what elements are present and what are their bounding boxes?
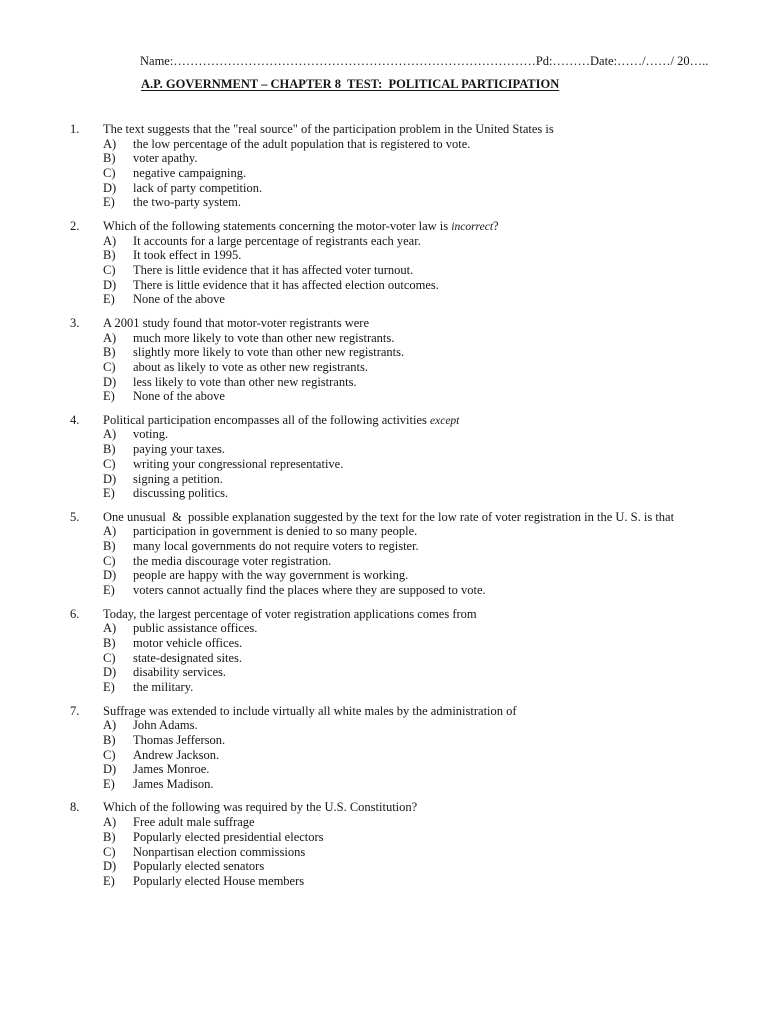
answer-text: John Adams. <box>133 718 198 733</box>
question-stem-text: Which of the following statements concerning the motor-voter law is <box>103 218 452 233</box>
answer-letter: C) <box>103 359 116 374</box>
answer-letter: E) <box>103 873 115 888</box>
answer-choice <box>70 583 750 598</box>
answer-letter: C) <box>103 262 116 277</box>
answer-letter: E) <box>103 486 115 501</box>
answer-letter: E) <box>103 680 115 695</box>
answer-choice <box>70 568 750 583</box>
question-number: 6. <box>70 606 80 621</box>
answer-letter: E) <box>103 292 115 307</box>
answer-text: Andrew Jackson. <box>133 747 220 762</box>
answer-choice <box>70 665 750 680</box>
answer-choice <box>70 389 750 404</box>
answer-letter: A) <box>103 427 117 442</box>
answer-choice <box>70 181 750 196</box>
question-stem-text: The text suggests that the "real source" of the participation problem in the United States is <box>103 122 554 136</box>
answer-letter: B) <box>103 635 116 650</box>
answer-choice <box>70 442 750 457</box>
answer-text: Thomas Jefferson. <box>133 732 226 747</box>
answer-letter: B) <box>103 151 116 166</box>
answer-choice <box>70 733 750 748</box>
answer-choice <box>70 524 750 539</box>
answer-choice <box>70 151 750 166</box>
answer-text: slightly more likely to vote than other new registrants. <box>133 345 405 360</box>
question-stem-end: ? <box>493 218 499 233</box>
answer-letter: D) <box>103 859 117 874</box>
question-8 <box>70 800 750 888</box>
question-1 <box>70 122 750 210</box>
question-number: 4. <box>70 412 80 427</box>
answer-letter: B) <box>103 442 116 457</box>
question-6 <box>70 607 750 695</box>
question-stem-row <box>70 607 750 622</box>
answer-letter: B) <box>103 732 116 747</box>
answer-letter: A) <box>103 233 117 248</box>
answer-letter: D) <box>103 568 117 583</box>
question-stem-row <box>70 316 750 331</box>
question-stem-text: A 2001 study found that motor-voter registrants were <box>103 315 370 330</box>
answer-choice <box>70 718 750 733</box>
answer-letter: B) <box>103 248 116 263</box>
answer-text: Nonpartisan election commissions <box>133 844 306 859</box>
question-stem <box>103 800 417 815</box>
question-5 <box>70 510 750 598</box>
answer-text: Free adult male suffrage <box>133 815 255 830</box>
question-number: 3. <box>70 315 80 330</box>
answer-text: discussing politics. <box>133 486 229 501</box>
answer-text: James Madison. <box>133 776 214 791</box>
answer-text: much more likely to vote than other new registrants. <box>133 330 395 345</box>
question-stem-row <box>70 800 750 815</box>
answer-text: There is little evidence that it has affected voter turnout. <box>133 262 414 277</box>
answer-letter: A) <box>103 136 117 151</box>
question-stem-text: Suffrage was extended to include virtually all white males by the administration of <box>103 703 517 718</box>
answer-choice <box>70 248 750 263</box>
answer-choice <box>70 457 750 472</box>
answer-choice <box>70 375 750 390</box>
answer-choice <box>70 427 750 442</box>
answer-text: paying your taxes. <box>133 442 225 457</box>
question-4 <box>70 413 750 501</box>
answer-choice <box>70 360 750 375</box>
answer-text: Popularly elected presidential electors <box>133 829 324 844</box>
answer-letter: E) <box>103 583 115 598</box>
answer-text: negative campaigning. <box>133 166 247 181</box>
answer-text: the media discourage voter registration. <box>133 553 332 568</box>
answer-choice <box>70 830 750 845</box>
answer-text: participation in government is denied to so many people. <box>133 524 418 539</box>
answer-letter: B) <box>103 345 116 360</box>
answer-choice <box>70 636 750 651</box>
answer-choice <box>70 292 750 307</box>
question-stem-row <box>70 219 750 234</box>
question-stem-row <box>70 704 750 719</box>
answer-choice <box>70 345 750 360</box>
answer-choice <box>70 777 750 792</box>
answer-text: None of the above <box>133 389 225 404</box>
question-stem-text: One unusual & possible explanation suggested by the text for the low rate of voter registration in the U. S. is that <box>103 509 675 524</box>
answer-letter: C) <box>103 456 116 471</box>
answer-choice <box>70 845 750 860</box>
answer-letter: B) <box>103 829 116 844</box>
answer-choice <box>70 263 750 278</box>
answer-letter: D) <box>103 374 117 389</box>
answer-text: the two-party system. <box>133 195 241 210</box>
answer-letter: C) <box>103 553 116 568</box>
answer-text: about as likely to vote as other new registrants. <box>133 359 369 374</box>
answer-text: James Monroe. <box>133 762 210 777</box>
answer-choice <box>70 748 750 763</box>
question-stem <box>103 510 674 525</box>
answer-letter: D) <box>103 277 117 292</box>
answer-text: It took effect in 1995. <box>133 248 242 263</box>
answer-choice <box>70 680 750 695</box>
answer-choice <box>70 651 750 666</box>
answer-letter: A) <box>103 815 117 830</box>
question-stem-emphasis: incorrect <box>451 220 494 233</box>
question-2 <box>70 219 750 307</box>
answer-choice <box>70 278 750 293</box>
answer-letter: D) <box>103 471 117 486</box>
answer-text: public assistance offices. <box>133 621 258 636</box>
answer-text: the military. <box>133 680 194 695</box>
question-number: 7. <box>70 703 80 718</box>
answer-choice <box>70 486 750 501</box>
answer-text: voters cannot actually find the places where they are supposed to vote. <box>133 583 486 598</box>
name-period-date-line: Name:……………………………………………………………………………Pd:………Date:……/……/ 20….. <box>140 54 709 68</box>
answer-letter: D) <box>103 665 117 680</box>
question-stem-text: Political participation encompasses all of the following activities <box>103 412 431 427</box>
answer-text: many local governments do not require voters to register. <box>133 539 419 554</box>
question-stem-row <box>70 122 750 137</box>
answer-choice <box>70 554 750 569</box>
answer-text: state-designated sites. <box>133 650 242 665</box>
answer-letter: A) <box>103 330 117 345</box>
answer-choice <box>70 166 750 181</box>
answer-choice <box>70 137 750 152</box>
question-list <box>70 122 750 897</box>
answer-text: None of the above <box>133 292 225 307</box>
answer-letter: C) <box>103 650 116 665</box>
question-stem <box>103 704 517 719</box>
question-stem <box>103 316 369 331</box>
answer-choice <box>70 859 750 874</box>
answer-letter: A) <box>103 718 117 733</box>
answer-letter: A) <box>103 621 117 636</box>
answer-text: It accounts for a large percentage of registrants each year. <box>133 233 421 248</box>
answer-choice <box>70 539 750 554</box>
answer-letter: C) <box>103 844 116 859</box>
answer-text: motor vehicle offices. <box>133 635 243 650</box>
question-number: 2. <box>70 218 80 233</box>
answer-text: There is little evidence that it has affected election outcomes. <box>133 277 439 292</box>
answer-text: writing your congressional representative. <box>133 456 344 471</box>
answer-text: Popularly elected House members <box>133 873 305 888</box>
answer-text: the low percentage of the adult population that is registered to vote. <box>133 136 471 151</box>
question-number: 1. <box>70 122 80 136</box>
answer-letter: D) <box>103 762 117 777</box>
question-stem <box>103 413 459 428</box>
answer-choice <box>70 195 750 210</box>
answer-text: voting. <box>133 427 169 442</box>
answer-text: less likely to vote than other new registrants. <box>133 374 357 389</box>
answer-choice <box>70 762 750 777</box>
question-number: 8. <box>70 800 80 815</box>
answer-letter: B) <box>103 539 116 554</box>
answer-letter: E) <box>103 389 115 404</box>
answer-letter: E) <box>103 776 115 791</box>
question-number: 5. <box>70 509 80 524</box>
question-stem <box>103 607 477 622</box>
question-stem-text: Which of the following was required by the U.S. Constitution? <box>103 800 418 815</box>
answer-text: lack of party competition. <box>133 180 263 195</box>
answer-choice <box>70 815 750 830</box>
test-title: A.P. GOVERNMENT – CHAPTER 8 TEST: POLITICAL PARTICIPATION <box>141 77 560 91</box>
question-stem-emphasis: except <box>430 414 460 427</box>
answer-letter: C) <box>103 747 116 762</box>
answer-choice <box>70 621 750 636</box>
question-stem <box>103 122 554 137</box>
question-stem-row <box>70 413 750 428</box>
answer-letter: C) <box>103 166 116 181</box>
answer-text: voter apathy. <box>133 151 198 166</box>
question-3 <box>70 316 750 404</box>
question-stem-row <box>70 510 750 525</box>
question-7 <box>70 704 750 792</box>
answer-letter: E) <box>103 195 115 210</box>
answer-letter: D) <box>103 180 117 195</box>
answer-choice <box>70 331 750 346</box>
answer-letter: A) <box>103 524 117 539</box>
answer-text: Popularly elected senators <box>133 859 265 874</box>
question-stem-text: Today, the largest percentage of voter registration applications comes from <box>103 606 477 621</box>
answer-choice <box>70 472 750 487</box>
question-stem <box>103 219 499 234</box>
answer-choice <box>70 234 750 249</box>
answer-text: disability services. <box>133 665 227 680</box>
answer-choice <box>70 874 750 889</box>
answer-text: signing a petition. <box>133 471 223 486</box>
answer-text: people are happy with the way government is working. <box>133 568 409 583</box>
